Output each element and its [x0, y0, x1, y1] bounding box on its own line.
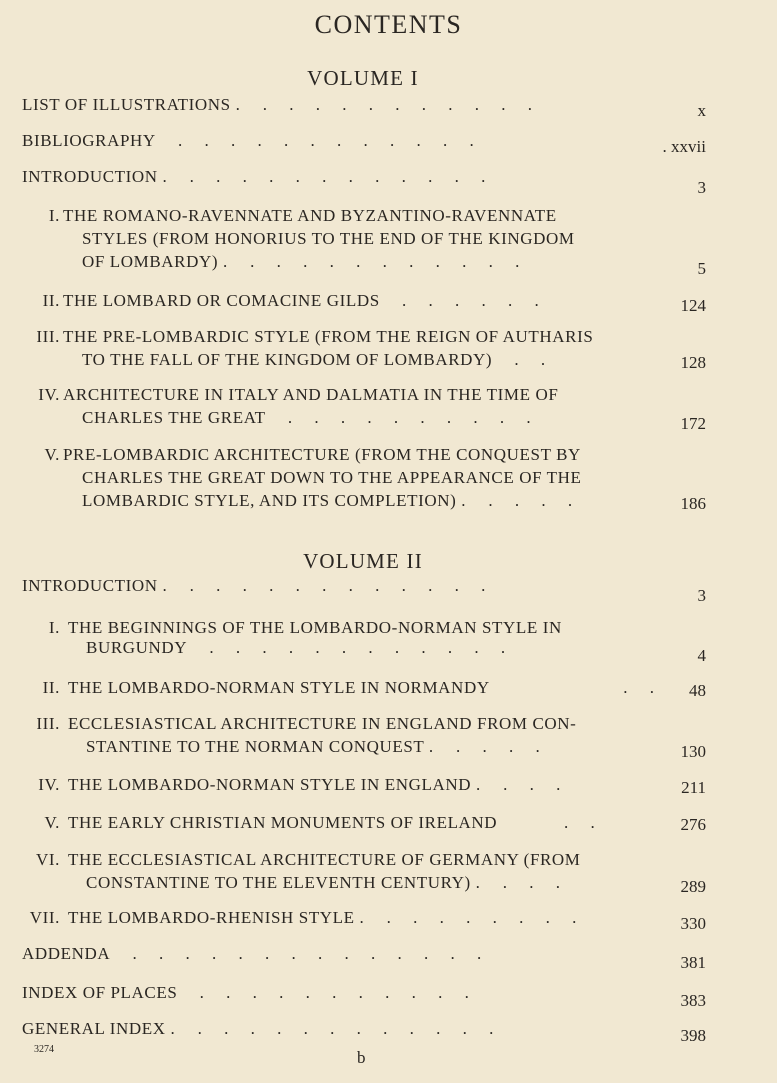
toc-entry: GENERAL INDEX . . . . . . . . . . . . . [22, 1019, 494, 1038]
page-number: 383 [680, 991, 706, 1010]
toc-entry: ADDENDA . . . . . . . . . . . . . . [22, 944, 482, 963]
chapter-number: I. [48, 206, 60, 225]
chapter-number: V. [44, 445, 60, 464]
signature-mark: 3274 [34, 1044, 54, 1055]
page-number: 128 [680, 353, 706, 372]
entry-title-line: STANTINE TO THE NORMAN CONQUEST . [86, 737, 434, 756]
contents-page: CONTENTS VOLUME I LIST OF ILLUSTRATIONS . . . . . . . . . . . . x BIBLIOGRAPHY . . . . . . . . . . . . . xxvii INTRODUCTION . . . . . . . . . . . . . 3 I. THE ROMANO-RAVENNATE AND BYZANTINO-RAVENNATE STYLES (FROM HONORIUS TO THE END OF THE KINGDOM OF LOMBARDY) . . . . . . . . . . . . 5 II. THE LOMBARD OR COMACINE GILDS . . . . . . 124 III. THE PRE-LOMBARDIC STYLE (FROM THE REIGN OF AUTHARIS TO THE FALL OF THE KINGDOM OF LOMBARDY) . . 128 IV. ARCHITECTURE IN ITALY AND DALMATIA IN THE TIME OF CHARLES THE GREAT . . . . . . . . . . 172 V. PRE-LOMBARDIC ARCHITECTURE (FROM THE CONQUEST BY CHARLES THE GREAT DOWN TO THE APPEARANCE OF THE LOMBARDIC STYLE, AND ITS COMPLETION) . . . . . 186 VOLUME II INTRODUCTION . . . . . . . . . . . . . 3 I. THE BEGINNINGS OF THE LOMBARDO-NORMAN STYLE IN BURGUNDY . . . . . . . . . . . . 4 II. THE LOMBARDO-NORMAN STYLE IN NORMANDY . . 48 III. ECCLESIASTICAL ARCHITECTURE IN ENGLAND FROM CON- STANTINE TO THE NORMAN CONQUEST . . . . . 130 IV. THE LOMBARDO-NORMAN STYLE IN ENGLAND . . . . 211 V. THE EARLY CHRISTIAN MONUMENTS OF IRELAND . . 276 VI. THE ECCLESIASTICAL ARCHITECTURE OF GERMANY (FROM CONSTANTINE TO THE ELEVENTH CENTURY) . . . . 289 VII. THE LOMBARDO-RHENISH STYLE . . . . . . . . . 330 ADDENDA . . . . . . . . . . . . . . 381 INDEX OF PLACES . . . . . . . . . . . 383 GENERAL INDEX . . . . . . . . . . . . . 398 3274 b [0, 0, 777, 1083]
entry-title-line: THE LOMBARD OR COMACINE GILDS [63, 291, 380, 310]
entry-title-line: LOMBARDIC STYLE, AND ITS COMPLETION) . [82, 491, 467, 510]
entry-title-line: THE LOMBARDO-NORMAN STYLE IN NORMANDY [68, 678, 490, 697]
page-number: 330 [680, 914, 706, 933]
entry-title-line: THE BEGINNINGS OF THE LOMBARDO-NORMAN STYLE IN [68, 618, 562, 637]
page-number: 172 [680, 414, 706, 433]
volume-1-heading: VOLUME I [307, 66, 419, 90]
toc-entry: INTRODUCTION . . . . . . . . . . . . . [22, 167, 486, 186]
entry-title-line: THE PRE-LOMBARDIC STYLE (FROM THE REIGN OF AUTHARIS [63, 327, 594, 346]
chapter-number: IV. [38, 385, 60, 404]
page-title: CONTENTS [314, 10, 463, 39]
entry-title-line: THE EARLY CHRISTIAN MONUMENTS OF IRELAND [68, 813, 498, 832]
page-number: 381 [680, 953, 706, 972]
page-number: 289 [680, 877, 706, 896]
page-number: 4 [697, 646, 706, 665]
entry-title-line: ARCHITECTURE IN ITALY AND DALMATIA IN THE TIME OF [63, 385, 559, 404]
page-number: 186 [680, 494, 706, 513]
entry-title-line: THE LOMBARDO-NORMAN STYLE IN ENGLAND . [68, 775, 481, 794]
entry-title-line: THE ROMANO-RAVENNATE AND BYZANTINO-RAVENNATE [63, 206, 557, 225]
toc-entry: INDEX OF PLACES . . . . . . . . . . . [22, 983, 469, 1002]
chapter-number: II. [42, 291, 60, 310]
chapter-number: V. [44, 813, 60, 832]
entry-title-line: TO THE FALL OF THE KINGDOM OF LOMBARDY) [82, 350, 493, 369]
page-number: 211 [681, 778, 706, 797]
chapter-number: III. [36, 714, 60, 733]
chapter-number: III. [36, 327, 60, 346]
volume-2-heading: VOLUME II [303, 549, 423, 573]
entry-title: LIST OF ILLUSTRATIONS . [22, 95, 241, 114]
chapter-number: II. [42, 678, 60, 697]
page-number: . xxvii [662, 137, 706, 156]
chapter-number: VII. [29, 908, 60, 927]
gathering-letter: b [357, 1048, 366, 1067]
entry-title-line: OF LOMBARDY) . [82, 252, 228, 271]
chapter-number: VI. [36, 850, 60, 869]
entry-title-line: THE LOMBARDO-RHENISH STYLE . [68, 908, 365, 927]
entry-title: ADDENDA [22, 944, 111, 963]
page-number: 124 [680, 296, 706, 315]
entry-title: INTRODUCTION . [22, 576, 168, 595]
entry-title-line: STYLES (FROM HONORIUS TO THE END OF THE KINGDOM [82, 229, 575, 248]
entry-title: INTRODUCTION . [22, 167, 168, 186]
page-number: 5 [697, 259, 706, 278]
entry-title-line: ECCLESIASTICAL ARCHITECTURE IN ENGLAND FROM CON- [68, 714, 577, 733]
page-number: 130 [680, 742, 706, 761]
entry-title-line: CHARLES THE GREAT [82, 408, 266, 427]
page-number: x [697, 101, 706, 120]
entry-title-line: PRE-LOMBARDIC ARCHITECTURE (FROM THE CONQUEST BY [63, 445, 581, 464]
entry-title-line: BURGUNDY [86, 638, 188, 657]
entry-title-line: CHARLES THE GREAT DOWN TO THE APPEARANCE OF THE [82, 468, 582, 487]
toc-entry: LIST OF ILLUSTRATIONS . . . . . . . . . . . . [22, 95, 532, 114]
page-number: 276 [680, 815, 706, 834]
entry-title: GENERAL INDEX . [22, 1019, 176, 1038]
page-number: 48 [689, 681, 706, 700]
toc-entry: INTRODUCTION . . . . . . . . . . . . . [22, 576, 486, 595]
page-number: 3 [697, 586, 706, 605]
entry-title: BIBLIOGRAPHY [22, 131, 156, 150]
toc-entry: BIBLIOGRAPHY . . . . . . . . . . . . [22, 131, 474, 150]
entry-title-line: THE ECCLESIASTICAL ARCHITECTURE OF GERMANY (FROM [68, 850, 581, 869]
page-number: 3 [697, 178, 706, 197]
chapter-number: I. [48, 618, 60, 637]
chapter-number: IV. [38, 775, 60, 794]
entry-title-line: CONSTANTINE TO THE ELEVENTH CENTURY) . [86, 873, 481, 892]
entry-title: INDEX OF PLACES [22, 983, 178, 1002]
page-number: 398 [680, 1026, 706, 1045]
